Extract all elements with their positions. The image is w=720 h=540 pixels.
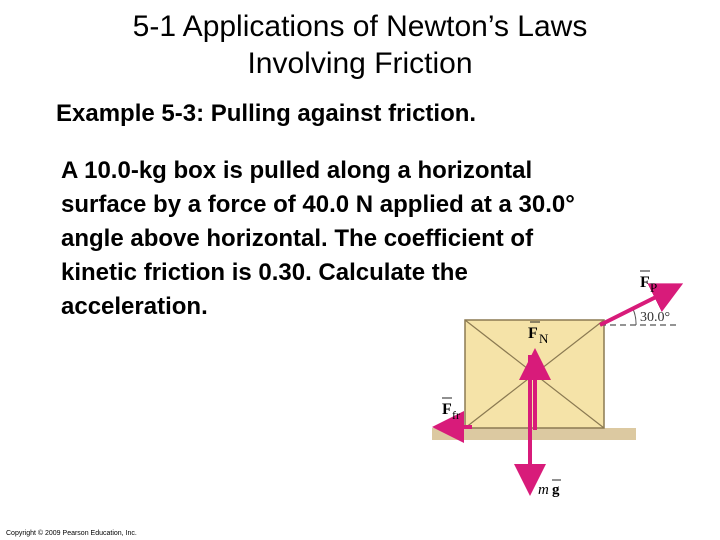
angle-arc [633, 309, 636, 325]
ffr-label: F [442, 401, 452, 418]
fp-subscript: P [650, 280, 658, 295]
fn-label: F [528, 325, 538, 342]
copyright-notice: Copyright © 2009 Pearson Education, Inc. [6, 530, 137, 537]
title-line-1: 5-1 Applications of Newton’s Laws [132, 10, 588, 43]
title-line-2: Involving Friction [247, 47, 473, 80]
mg-m-label: m [538, 482, 549, 498]
angle-label: 30.0° [640, 310, 671, 325]
fp-label: F [640, 274, 650, 291]
problem-line-2: surface by a force of 40.0 N applied at a 30.0° [61, 191, 575, 218]
fn-subscript: N [539, 331, 549, 346]
mg-g-label: g [552, 482, 560, 498]
example-heading: Example 5-3: Pulling against friction. [56, 100, 477, 127]
problem-line-5: acceleration. [61, 293, 208, 320]
ffr-subscript: fr [452, 408, 460, 422]
problem-line-4: kinetic friction is 0.30. Calculate the [61, 259, 468, 286]
problem-line-3: angle above horizontal. The coefficient of [61, 225, 534, 252]
problem-line-1: A 10.0-kg box is pulled along a horizontal [61, 157, 533, 184]
